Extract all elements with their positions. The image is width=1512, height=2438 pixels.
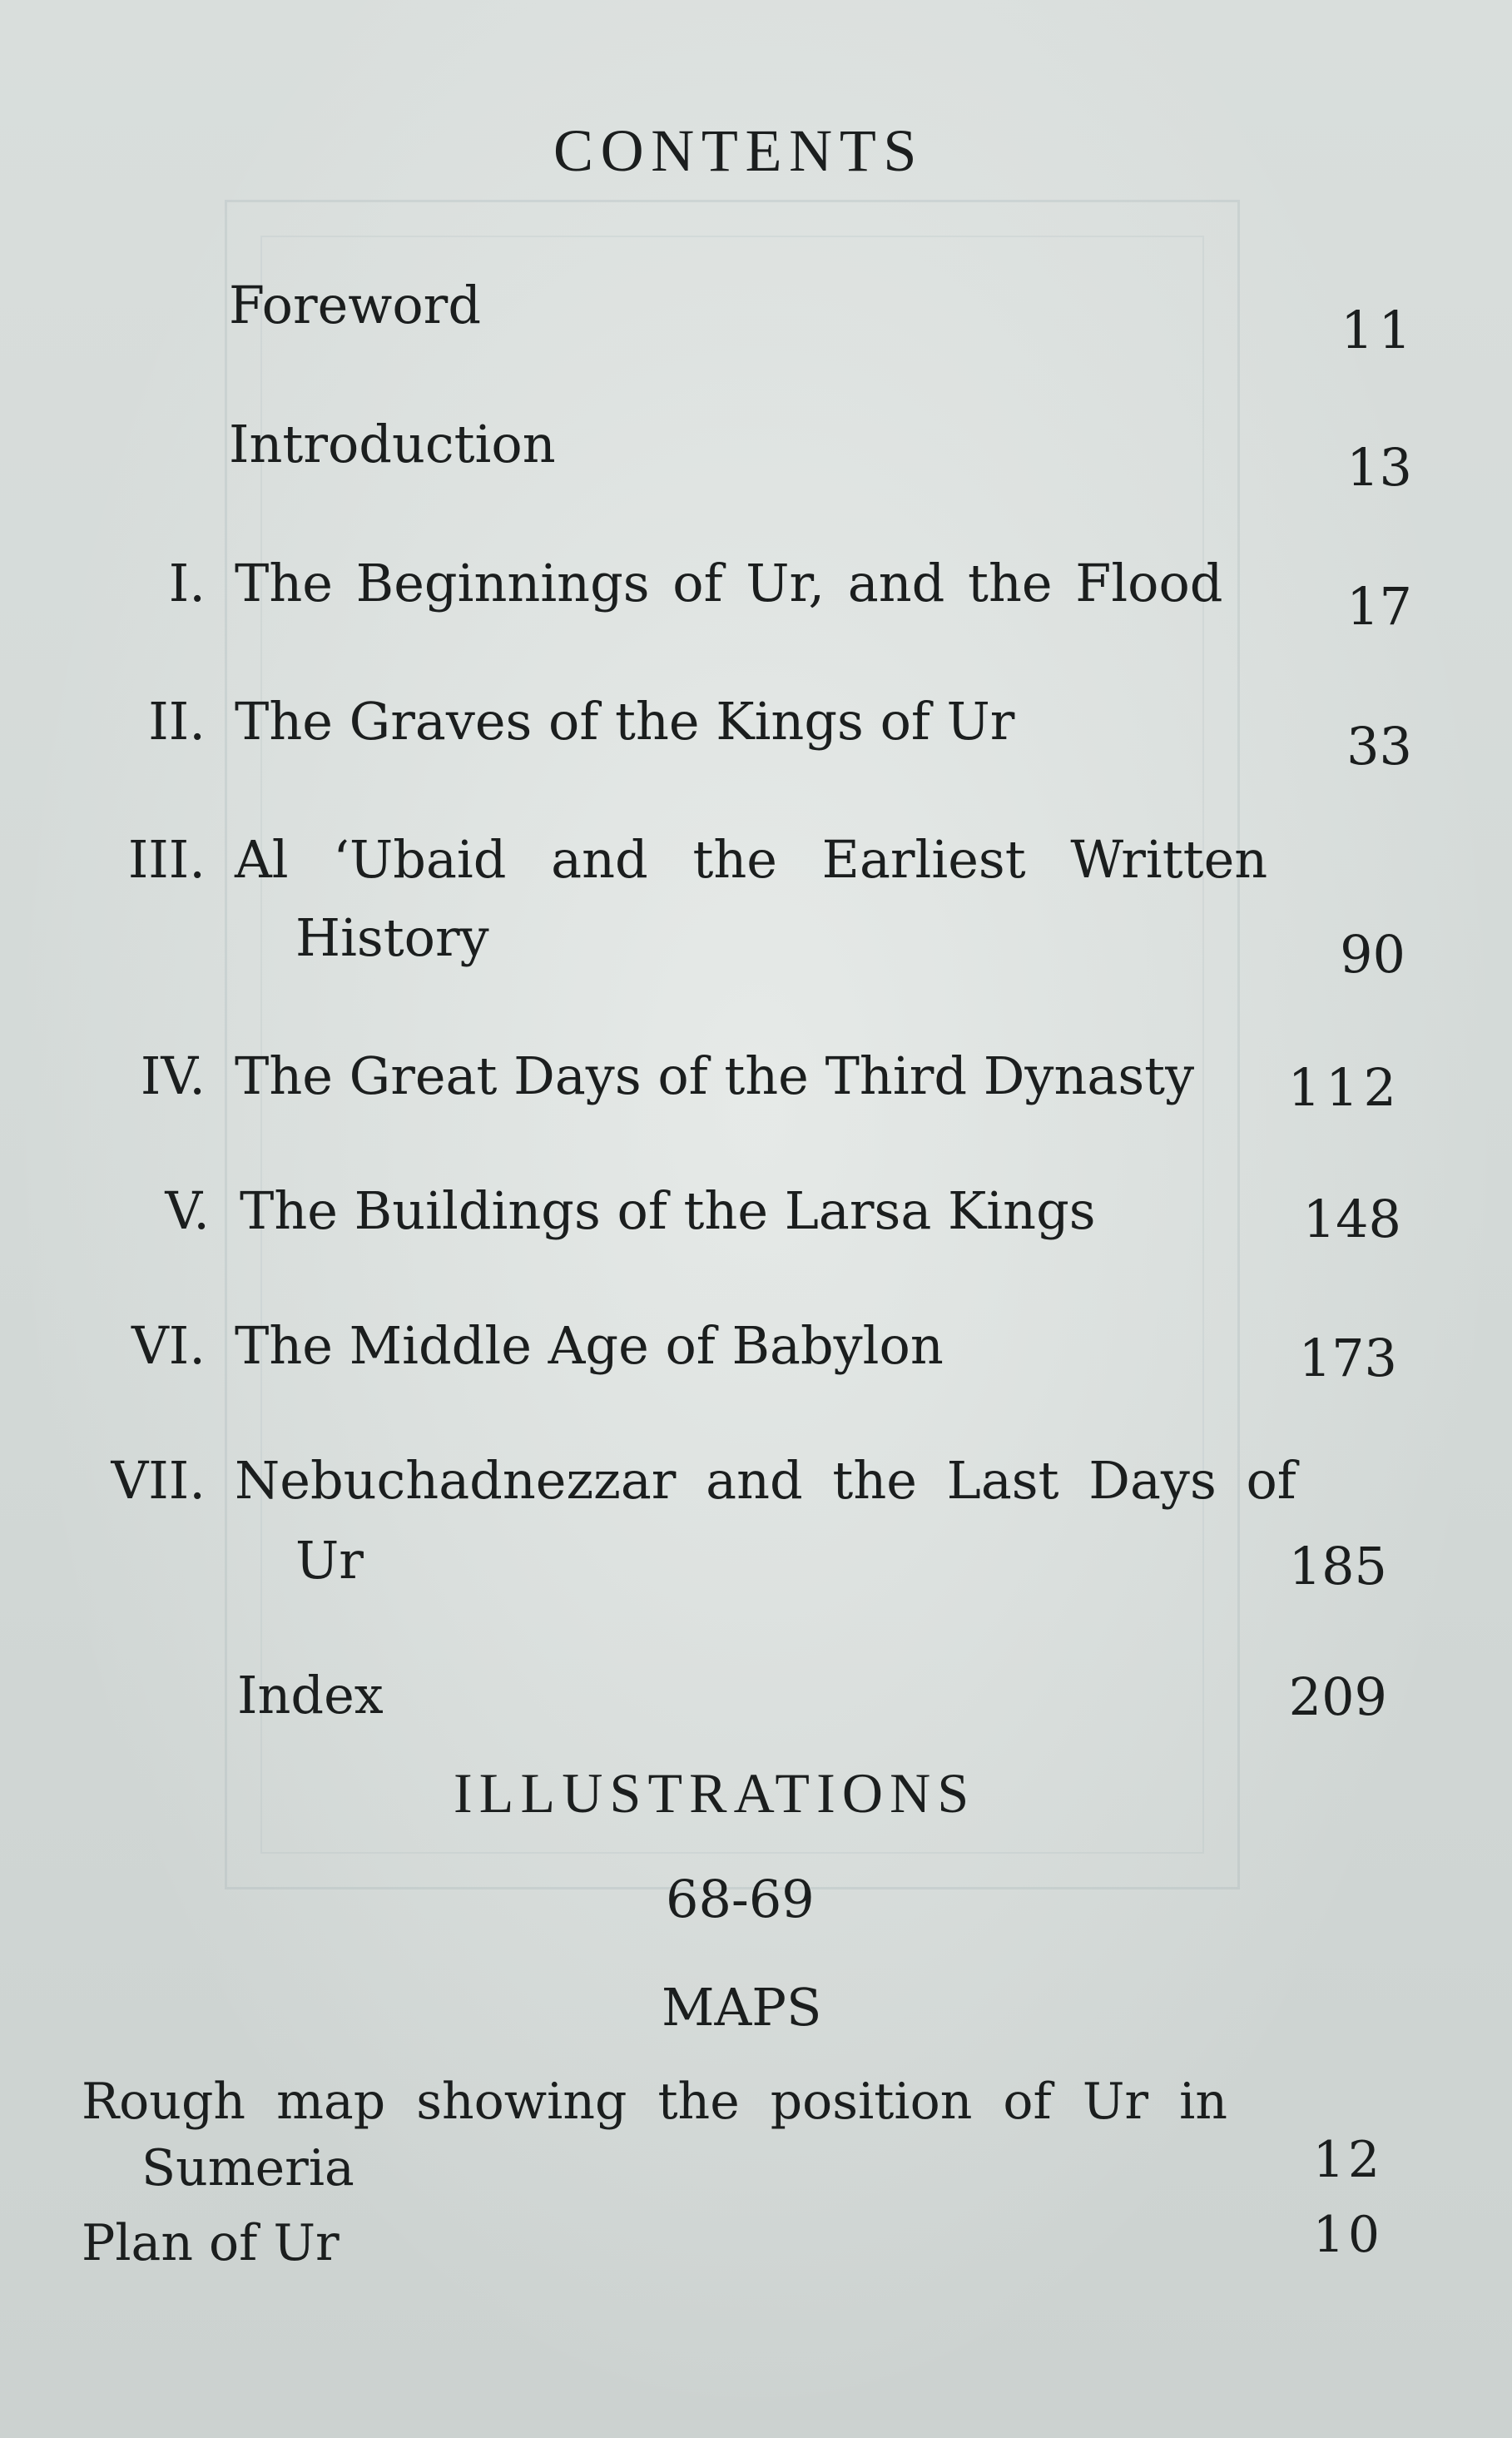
- toc-page-number: 173: [1298, 1328, 1397, 1388]
- toc-entry-introduction[interactable]: [229, 414, 556, 474]
- toc-entry-index[interactable]: [237, 1665, 384, 1725]
- toc-entry-title: The Middle Age of Babylon: [235, 1315, 944, 1376]
- toc-entry-title-continuation: Ur: [295, 1530, 364, 1591]
- illustrations-page-range[interactable]: 68-69: [666, 1869, 815, 1929]
- toc-entry-title: Al ‘Ubaid and the Earliest Written: [235, 829, 1268, 890]
- toc-chapter-number: III.: [127, 829, 206, 890]
- toc-entry-chapter-5[interactable]: [240, 1180, 1096, 1241]
- toc-entry-title: Foreword: [229, 275, 482, 335]
- maps-heading: MAPS: [662, 1977, 822, 2038]
- map-entry-title: Rough map showing the position of Ur in: [82, 2073, 1227, 2131]
- toc-entry-chapter-1[interactable]: [235, 553, 1223, 613]
- toc-page-number: 11: [1341, 300, 1416, 360]
- toc-entry-title: The Beginnings of Ur, and the Flood: [235, 553, 1223, 613]
- toc-entry-foreword[interactable]: [229, 275, 481, 335]
- toc-entry-chapter-3[interactable]: [235, 829, 1267, 890]
- map-page-number: 12: [1312, 2131, 1383, 2189]
- toc-chapter-number: IV.: [140, 1045, 206, 1106]
- toc-entry-chapter-2[interactable]: [235, 691, 1014, 752]
- toc-page-number: 148: [1302, 1189, 1401, 1249]
- toc-chapter-number: VII.: [111, 1450, 206, 1511]
- toc-entry-chapter-6[interactable]: [235, 1315, 944, 1376]
- toc-chapter-number: VI.: [131, 1315, 206, 1376]
- toc-entry-title: Introduction: [229, 414, 556, 474]
- toc-entry-title: Index: [237, 1665, 384, 1725]
- toc-page-number: 13: [1346, 437, 1412, 498]
- toc-entry-title: The Graves of the Kings of Ur: [235, 691, 1015, 752]
- map-entry-title: Plan of Ur: [82, 2214, 340, 2272]
- toc-page-number: 209: [1288, 1666, 1387, 1727]
- toc-entry-chapter-7[interactable]: [235, 1450, 1296, 1511]
- map-page-number: 10: [1312, 2206, 1383, 2264]
- toc-entry-title: The Buildings of the Larsa Kings: [240, 1180, 1096, 1241]
- toc-entry-title: Nebuchadnezzar and the Last Days of: [235, 1450, 1296, 1511]
- toc-chapter-number: V.: [165, 1180, 210, 1241]
- toc-chapter-number: I.: [168, 553, 206, 613]
- map-entry-title-continuation: Sumeria: [141, 2139, 354, 2197]
- contents-heading: CONTENTS: [553, 117, 925, 184]
- toc-entry-title: The Great Days of the Third Dynasty: [235, 1045, 1195, 1106]
- toc-page-number: 185: [1288, 1536, 1387, 1596]
- toc-page-number: 17: [1346, 576, 1412, 637]
- toc-page-number: 90: [1340, 924, 1405, 985]
- illustrations-heading: ILLUSTRATIONS: [454, 1761, 976, 1825]
- toc-page-number: 33: [1346, 716, 1412, 777]
- toc-entry-chapter-4[interactable]: [235, 1045, 1194, 1106]
- toc-page-number: 112: [1287, 1057, 1401, 1118]
- map-entry-plan-of-ur[interactable]: [82, 2214, 340, 2272]
- toc-chapter-number: II.: [148, 691, 206, 752]
- map-entry-rough-map[interactable]: [82, 2073, 1227, 2131]
- toc-entry-title-continuation: History: [295, 907, 489, 968]
